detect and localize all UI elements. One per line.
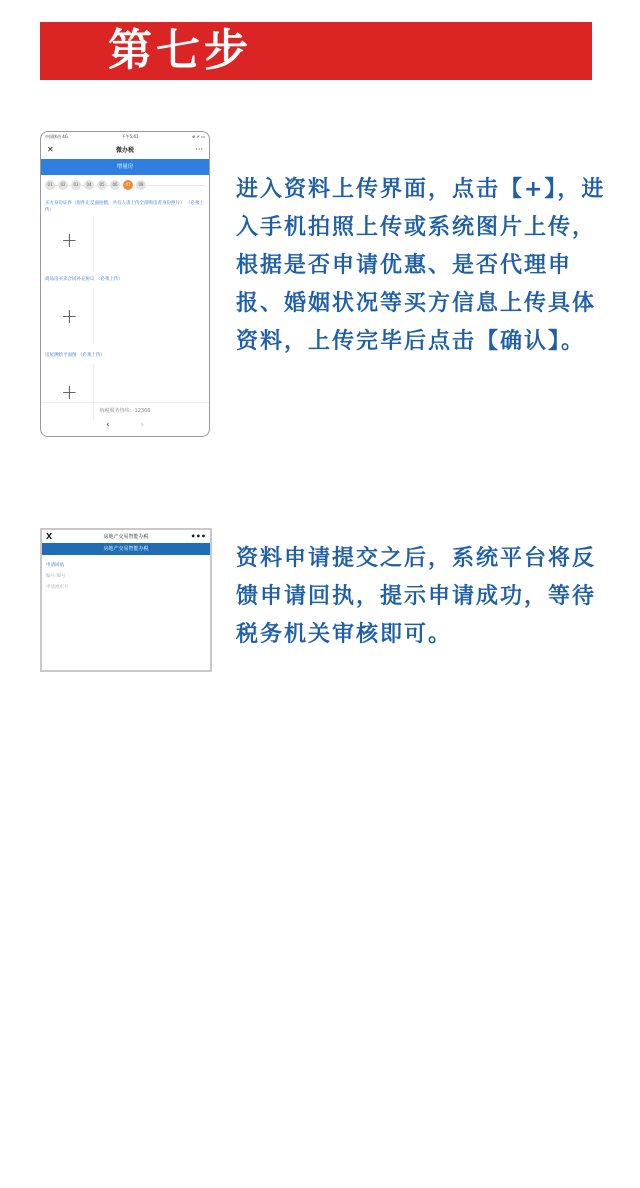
status-bar (41, 132, 209, 141)
add-photo-button[interactable]: + (61, 380, 78, 404)
step-dot: 08 (136, 180, 146, 190)
add-photo-button[interactable]: + (61, 228, 78, 252)
hotline-text: 纳税服务热线：12366 (99, 408, 151, 414)
upload-label-buyer-id: 买方身份证件（原件正反面拍摄，共有人请上传全部购房者身份照片） （必须上传） (45, 201, 204, 213)
receipt-list (46, 560, 69, 593)
phone-footer (41, 402, 209, 437)
step-dot: 06 (110, 180, 120, 190)
phone-mockup-upload (40, 131, 210, 437)
step-description-receipt: 资料申请提交之后，系统平台将反馈申请回执，提示申请成功，等待税务机关审核即可。 (236, 546, 597, 647)
page-title: 第七步 (108, 25, 252, 76)
step-dot: 04 (84, 180, 94, 190)
upload-label-contract: 商品房买卖合同补充协议 （必须上传） (45, 277, 123, 282)
step-indicator (45, 180, 146, 190)
browser-nav (41, 420, 209, 430)
close-icon[interactable]: X (46, 532, 53, 541)
app-title: 房地产交易智能办税 (103, 534, 149, 540)
status-time: 下午5:41 (121, 133, 139, 139)
step-dot: 03 (71, 180, 81, 190)
section-header: 增量房 (41, 159, 209, 175)
app-nav-bar (41, 141, 209, 157)
list-item: 编号:编号 (46, 574, 66, 579)
add-photo-button[interactable]: + (61, 304, 78, 328)
step-description-upload: 进入资料上传界面，点击【+】，进入手机拍照上传或系统图片上传，根据是否申请优惠、是否代理申报、婚姻状况等买方信息上传具体资料，上传完毕后点击【确认】。 (236, 177, 606, 354)
carrier-label: 中国移动 4G (45, 133, 68, 139)
list-item: 申请流水号 (46, 585, 69, 590)
header-banner (40, 22, 592, 80)
status-icons: ⊕ ✔ ▭ (191, 134, 205, 139)
step-dot: 01 (45, 180, 55, 190)
step-dot: 02 (58, 180, 68, 190)
list-item[interactable]: 申请回执 (46, 563, 64, 568)
phone-mockup-receipt (40, 528, 212, 672)
app-title: 微办税 (115, 146, 134, 154)
close-icon[interactable]: ✕ (47, 144, 54, 154)
more-icon[interactable]: ••• (190, 532, 206, 541)
forward-arrow-icon[interactable]: › (140, 420, 145, 430)
more-icon[interactable]: ··· (195, 144, 203, 154)
app-nav-bar (42, 530, 210, 543)
step-dot-active: 07 (123, 180, 133, 190)
upload-label-floorplan: 房屋测绘平面图 （必须上传） (45, 353, 105, 358)
step-dot: 05 (97, 180, 107, 190)
section-header: 房地产交易智能办税 (42, 543, 210, 555)
back-arrow-icon[interactable]: ‹ (105, 420, 110, 430)
